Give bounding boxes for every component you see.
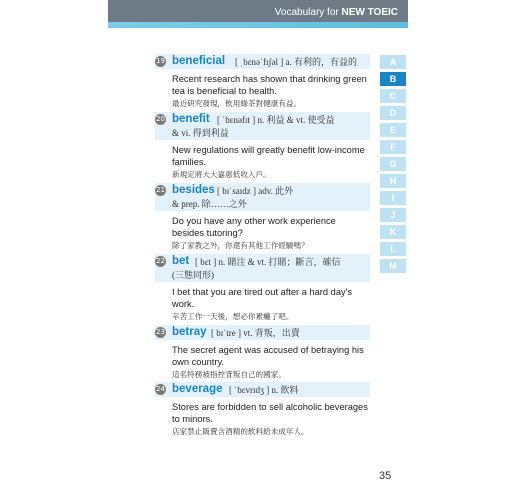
headword: bet	[172, 255, 190, 267]
definition: [ ˈbɛvrɪdʒ ] n. 飲料	[229, 385, 299, 395]
alphabet-index-tabs	[380, 55, 408, 276]
entry-number-badge: 24	[156, 385, 165, 393]
index-tab-l[interactable]: L	[380, 242, 406, 256]
vocab-entry	[155, 112, 370, 180]
entry-headword-row	[155, 254, 370, 282]
entry-headword-row	[155, 54, 370, 69]
header-accent-stripe	[108, 22, 408, 28]
example-english: The secret agent was accused of betraying his own country.	[172, 345, 364, 367]
index-tab-k[interactable]: K	[380, 225, 406, 239]
headword: beneficial	[172, 55, 226, 67]
definition: [ ˌbɛnəˈfɪʃəl ] a. 有利的，有益的	[235, 57, 357, 67]
entry-number-badge: 22	[156, 257, 165, 265]
page-number: 35	[379, 470, 392, 482]
definition: [ bɪˈtre ] vt. 背叛，出賣	[211, 328, 300, 338]
index-tab-f[interactable]: F	[380, 140, 406, 154]
headword: betray	[172, 326, 207, 338]
definition: [ bɛt ] n. 賭注 & vt. 打賭；斷言，確信	[195, 257, 341, 267]
vocab-entry	[155, 183, 370, 251]
example-english: I bet that you are tired out after a hard day's work.	[172, 287, 353, 309]
example-chinese: 店家禁止販賣含酒精的飲料給未成年人。	[172, 427, 309, 436]
example-english: Stores are forbidden to sell alcoholic beverages to minors.	[172, 402, 368, 424]
vocab-entry	[155, 254, 370, 322]
example-english: Do you have any other work experience besides tutoring?	[172, 216, 336, 238]
index-tab-d[interactable]: D	[380, 106, 406, 120]
entry-number-badge: 19	[156, 57, 165, 65]
definition: [ bɪˈsaɪdz ] adv. 此外	[217, 186, 294, 196]
index-tab-i[interactable]: I	[380, 191, 406, 205]
entry-number-badge: 23	[156, 328, 165, 336]
definition-continued: (三態同形)	[172, 270, 214, 280]
header-prefix: Vocabulary for	[274, 7, 342, 18]
vocab-entry	[155, 325, 370, 380]
vocab-entry	[155, 54, 370, 109]
entry-headword-row	[155, 325, 370, 340]
index-tab-a[interactable]: A	[380, 55, 406, 69]
example-chinese: 最近研究發現，飲用綠茶對健康有益。	[172, 99, 302, 108]
entry-headword-row	[155, 183, 370, 211]
running-header	[108, 0, 408, 28]
example-english: New regulations will greatly benefit low-income families.	[172, 145, 365, 167]
headword: benefit	[172, 113, 210, 125]
index-tab-b[interactable]: B	[380, 72, 406, 86]
headword: beverage	[172, 383, 223, 395]
example-chinese: 除了家教之外，你還有其他工作經驗嗎？	[172, 241, 309, 250]
definition-continued: & prep. 除……之外	[172, 199, 247, 209]
entry-number-badge: 20	[156, 115, 165, 123]
index-tab-m[interactable]: M	[380, 259, 406, 273]
entry-headword-row	[155, 112, 370, 140]
index-tab-h[interactable]: H	[380, 174, 406, 188]
index-tab-g[interactable]: G	[380, 157, 406, 171]
example-chinese: 辛苦工作一天後，想必你累癱了吧。	[172, 312, 294, 321]
example-english: Recent research has shown that drinking green tea is beneficial to health.	[172, 74, 367, 96]
vocab-entry	[155, 382, 370, 437]
example-chinese: 新規定將大大嘉惠低收入戶。	[172, 170, 271, 179]
entry-number-badge: 21	[156, 186, 165, 194]
headword: besides	[172, 184, 215, 196]
index-tab-c[interactable]: C	[380, 89, 406, 103]
header-highlight: NEW TOEIC	[341, 7, 398, 18]
entry-headword-row	[155, 382, 370, 397]
index-tab-e[interactable]: E	[380, 123, 406, 137]
index-tab-j[interactable]: J	[380, 208, 406, 222]
definition: [ ˈbɛnəfɪt ] n. 利益 & vt. 使受益	[217, 115, 335, 125]
example-chinese: 這名特務被指控背叛自己的國家。	[172, 370, 286, 379]
header-title	[275, 7, 398, 18]
definition-continued: & vi. 得到利益	[172, 128, 229, 138]
